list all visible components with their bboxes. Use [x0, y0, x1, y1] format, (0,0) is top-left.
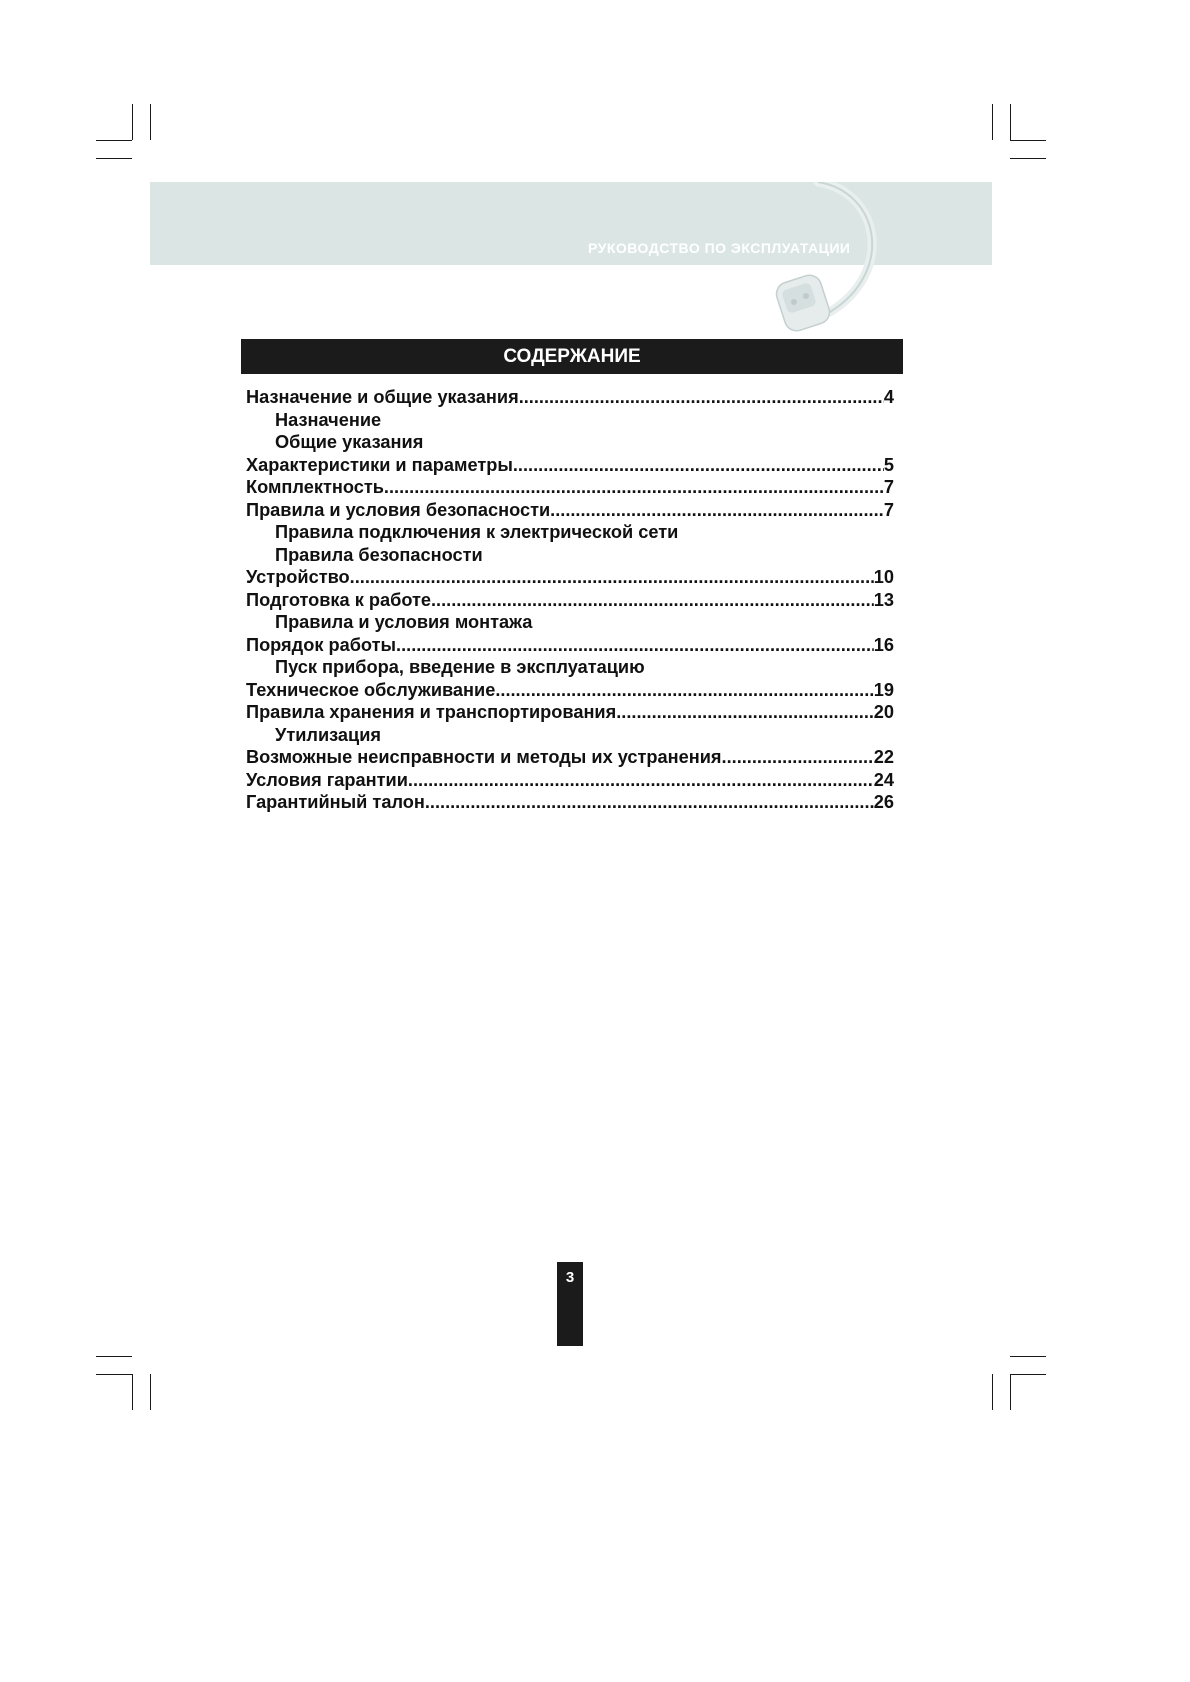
- crop-mark: [96, 1356, 132, 1357]
- toc-entry-title: Общие указания: [275, 432, 424, 452]
- toc-entry-title: Пуск прибора, введение в эксплуатацию: [275, 657, 645, 677]
- toc-dot-leader: [722, 747, 874, 768]
- toc-dot-leader: [519, 387, 884, 408]
- crop-mark: [132, 104, 133, 140]
- crop-mark: [1010, 140, 1046, 141]
- toc-entry: [246, 567, 894, 590]
- toc-page-number: 19: [873, 679, 894, 700]
- toc-entry-title: Характеристики и параметры: [246, 454, 513, 475]
- toc-dot-leader: [616, 702, 874, 723]
- toc-entry: [246, 770, 894, 793]
- page-number-badge: [557, 1262, 583, 1346]
- toc-page-number: 7: [883, 477, 894, 497]
- toc-entry: [246, 635, 894, 658]
- crop-mark: [1010, 1374, 1011, 1410]
- toc-entry-title: Гарантийный талон: [246, 792, 425, 812]
- toc-page-number: 4: [883, 387, 894, 407]
- toc-entry-title: Утилизация: [275, 724, 382, 745]
- toc-page-number: 10: [873, 567, 894, 587]
- toc-entry: [246, 792, 894, 815]
- header-title: РУКОВОДСТВО ПО ЭКСПЛУАТАЦИИ: [588, 240, 851, 256]
- toc-dot-leader: [425, 792, 874, 813]
- toc-entry-title: Назначение и общие указания: [246, 387, 519, 407]
- crop-mark: [1010, 158, 1046, 159]
- toc-entry-title: Техническое обслуживание: [246, 679, 496, 700]
- toc-page-number: 20: [873, 702, 894, 722]
- crop-mark: [992, 1374, 993, 1410]
- crop-mark: [1010, 1374, 1046, 1375]
- crop-mark: [96, 1374, 132, 1375]
- toc-heading: СОДЕРЖАНИЕ: [241, 339, 903, 374]
- toc-entry-title: Подготовка к работе: [246, 589, 431, 610]
- toc-entry-title: Правила подключения к электрической сети: [275, 522, 679, 542]
- toc-dot-leader: [495, 680, 873, 701]
- toc-entry: [246, 387, 894, 410]
- toc-page-number: 16: [873, 634, 894, 655]
- power-plug-icon: [770, 182, 910, 342]
- toc-entry-title: Условия гарантии: [246, 769, 408, 790]
- crop-mark: [1010, 104, 1011, 140]
- toc-dot-leader: [431, 590, 874, 611]
- toc-dot-leader: [513, 455, 884, 476]
- toc-entry: [246, 680, 894, 703]
- toc-entry-title: Комплектность: [246, 477, 384, 497]
- toc-subentry: [246, 612, 894, 635]
- toc-entry: [246, 500, 894, 523]
- toc-entry-title: Устройство: [246, 567, 350, 587]
- toc-list: [246, 387, 894, 815]
- toc-entry: [246, 702, 894, 725]
- toc-dot-leader: [384, 477, 884, 498]
- page-number: 3: [565, 1269, 575, 1286]
- crop-mark: [96, 140, 132, 141]
- crop-mark: [132, 1374, 133, 1410]
- toc-subentry: [246, 725, 894, 748]
- crop-mark: [96, 158, 132, 159]
- toc-entry-title: Правила безопасности: [275, 544, 483, 565]
- toc-entry-title: Правила хранения и транспортирования: [246, 702, 617, 722]
- toc-entry: [246, 747, 894, 770]
- toc-entry: [246, 477, 894, 500]
- toc-entry-title: Возможные неисправности и методы их устранения: [246, 747, 722, 767]
- toc-subentry: [246, 545, 894, 568]
- toc-subentry: [246, 522, 894, 545]
- toc-page-number: 5: [883, 454, 894, 475]
- toc-subentry: [246, 432, 894, 455]
- toc-dot-leader: [550, 500, 884, 521]
- toc-entry-title: Порядок работы: [246, 634, 397, 655]
- toc-page-number: 7: [883, 499, 894, 520]
- toc-subentry: [246, 410, 894, 433]
- toc-entry-title: Правила и условия безопасности: [246, 499, 551, 520]
- crop-mark: [1010, 1356, 1046, 1357]
- crop-mark: [150, 1374, 151, 1410]
- crop-mark: [992, 104, 993, 140]
- toc-entry: [246, 455, 894, 478]
- toc-dot-leader: [408, 770, 874, 791]
- toc-entry: [246, 590, 894, 613]
- toc-dot-leader: [396, 635, 874, 656]
- toc-page-number: 26: [873, 792, 894, 812]
- toc-subentry: [246, 657, 894, 680]
- toc-dot-leader: [350, 567, 874, 588]
- toc-page-number: 24: [873, 769, 894, 790]
- toc-page-number: 13: [873, 589, 894, 610]
- toc-entry-title: Правила и условия монтажа: [275, 612, 533, 632]
- crop-mark: [150, 104, 151, 140]
- toc-entry-title: Назначение: [275, 409, 382, 430]
- toc-page-number: 22: [873, 747, 894, 767]
